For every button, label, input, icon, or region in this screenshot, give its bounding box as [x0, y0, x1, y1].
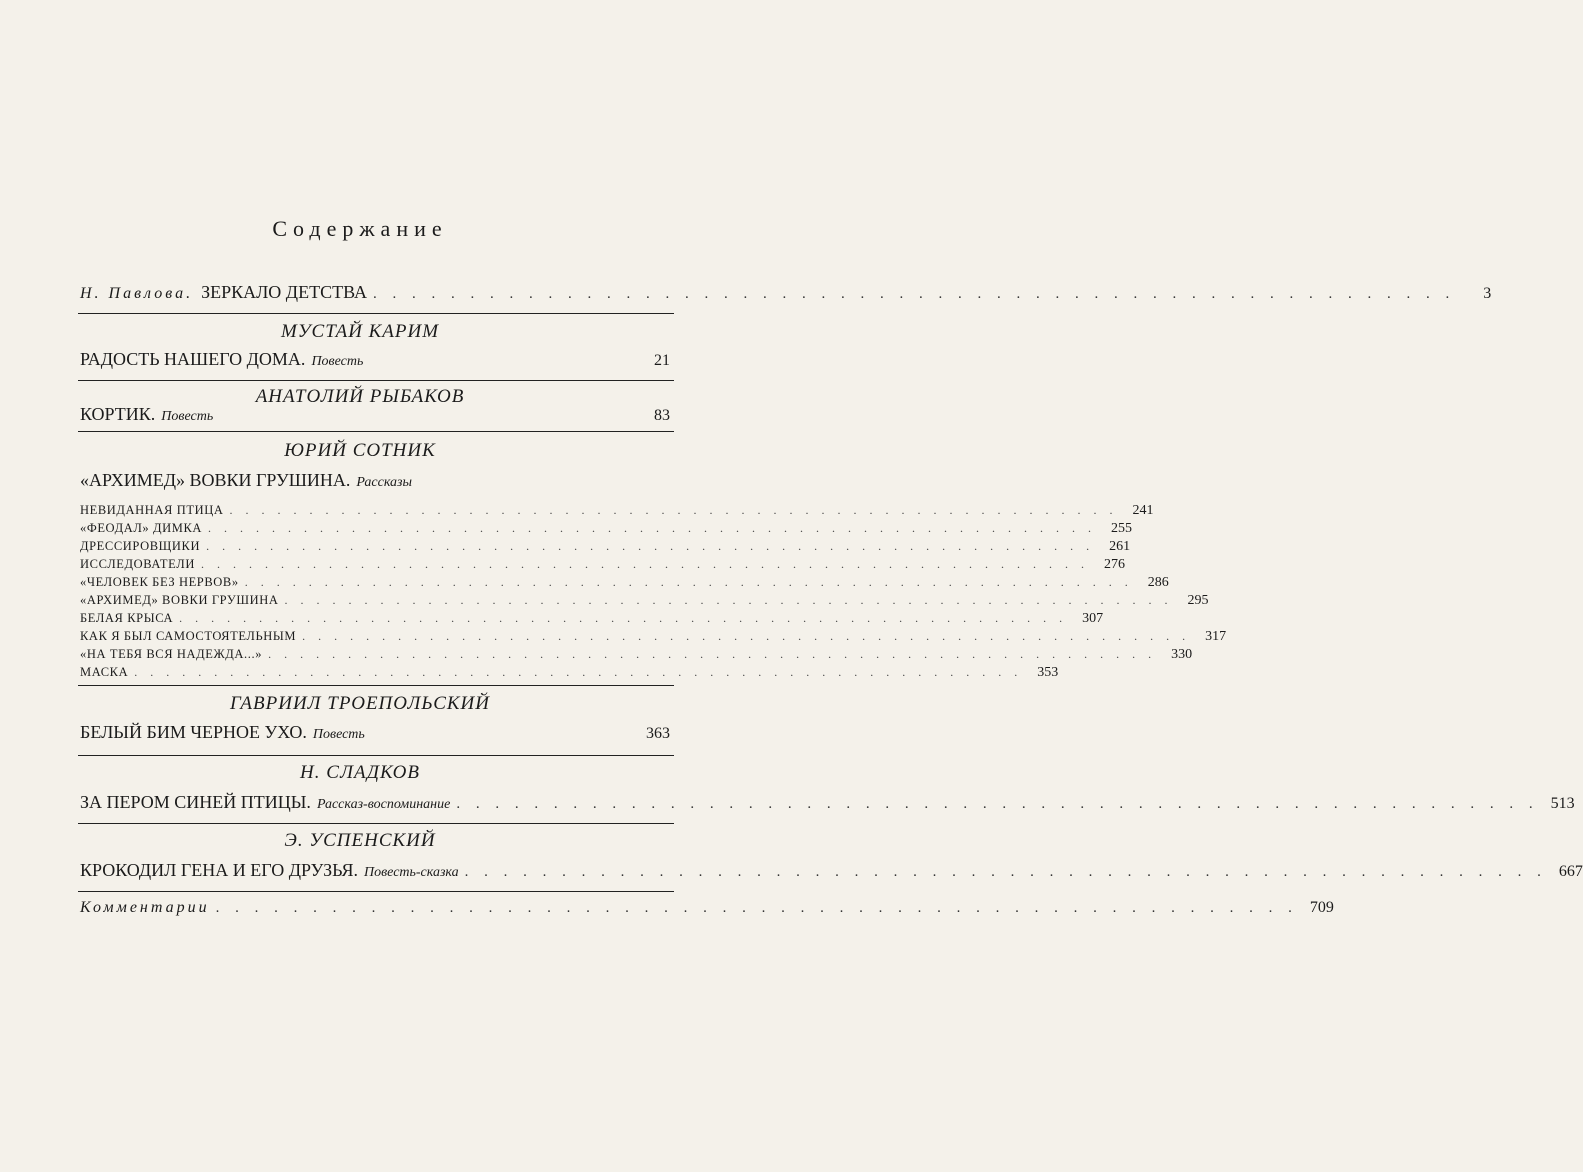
page-number: 83	[654, 407, 670, 424]
leader-dots: . . . . . . . . . . . . . . . . . . . . . . . . . . . . . . . . . . . . . . . . . . . . . . . . . . . . . . . .	[208, 521, 1097, 535]
page-number: 261	[1109, 539, 1131, 554]
divider	[78, 891, 674, 892]
leader-dots: . . . . . . . . . . . . . . . . . . . . . . . . . . . . . . . . . . . . . . . . . . . . . . . . . . . . . . . .	[244, 575, 1133, 589]
leader-dots: . . . . . . . . . . . . . . . . . . . . . . . . . . . . . . . . . . . . . . . . . . . . . . . . . . . . . . . .	[372, 286, 1456, 302]
page-number: 353	[1037, 665, 1059, 680]
divider	[78, 685, 674, 686]
leader-dots: . . . . . . . . . . . . . . . . . . . . . . . . . . . . . . . . . . . . . . . . . . . . . . . . . . . . . . . .	[302, 629, 1191, 643]
divider	[78, 755, 674, 756]
page-number: 317	[1205, 629, 1227, 644]
page-number: 295	[1187, 593, 1209, 608]
entry-genre: Повесть	[312, 727, 365, 742]
page-number: 513	[1550, 795, 1575, 812]
toc-entry-intro[interactable]	[80, 282, 1492, 306]
section-author: Н. СЛАДКОВ	[299, 762, 420, 783]
page-number: 667	[1558, 863, 1583, 880]
divider	[78, 313, 674, 314]
leader-dots: . . . . . . . . . . . . . . . . . . . . . . . . . . . . . . . . . . . . . . . . . . . . . . . . . . . . . . . .	[229, 503, 1118, 517]
story-title: «НА ТЕБЯ ВСЯ НАДЕЖДА...»	[80, 647, 263, 661]
toc-entry[interactable]	[80, 349, 670, 373]
entry-title: РАДОСТЬ НАШЕГО ДОМА.	[80, 349, 306, 369]
page-number: 241	[1132, 503, 1154, 518]
page-number: 21	[654, 352, 670, 369]
entry-title: КРОКОДИЛ ГЕНА И ЕГО ДРУЗЬЯ.	[80, 860, 358, 880]
toc-entry[interactable]	[80, 860, 1583, 884]
story-entry[interactable]	[80, 593, 1209, 611]
entry-genre: Рассказы	[356, 475, 412, 490]
page-number: 276	[1103, 557, 1125, 572]
toc-entry[interactable]	[80, 722, 670, 746]
page-number: 330	[1171, 647, 1193, 662]
leader-dots: . . . . . . . . . . . . . . . . . . . . . . . . . . . . . . . . . . . . . . . . . . . . . . . . . . . . . . . .	[200, 557, 1089, 571]
leader-dots: . . . . . . . . . . . . . . . . . . . . . . . . . . . . . . . . . . . . . . . . . . . . . . . . . . . . . . . .	[464, 864, 1547, 880]
intro-author: Н. Павлова.	[80, 285, 194, 302]
story-entry[interactable]	[80, 647, 1193, 665]
story-entry[interactable]	[80, 575, 1169, 593]
page-number: 307	[1082, 611, 1104, 626]
story-title: НЕВИДАННАЯ ПТИЦА	[80, 503, 224, 517]
story-title: МАСКА	[80, 665, 129, 679]
toc-entry[interactable]	[80, 470, 670, 494]
entry-title: ЗА ПЕРОМ СИНЕЙ ПТИЦЫ.	[80, 792, 311, 812]
story-title: «АРХИМЕД» ВОВКИ ГРУШИНА	[80, 593, 279, 607]
divider	[78, 823, 674, 824]
entry-title: КОРТИК.	[80, 404, 156, 424]
entry-genre: Повесть	[311, 354, 364, 369]
leader-dots: . . . . . . . . . . . . . . . . . . . . . . . . . . . . . . . . . . . . . . . . . . . . . . . . . . . . . . . .	[268, 647, 1157, 661]
entry-title: «АРХИМЕД» ВОВКИ ГРУШИНА.	[80, 470, 351, 490]
page-title: Содержание	[272, 216, 448, 241]
story-title: КАК Я БЫЛ САМОСТОЯТЕЛЬНЫМ	[80, 629, 297, 643]
comments-label: Комментарии	[80, 899, 210, 916]
section-author: ЮРИЙ СОТНИК	[284, 440, 436, 461]
page-number: 709	[1309, 899, 1334, 916]
leader-dots: . . . . . . . . . . . . . . . . . . . . . . . . . . . . . . . . . . . . . . . . . . . . . . . . . . . . . . . .	[206, 539, 1095, 553]
section-author: Э. УСПЕНСКИЙ	[284, 830, 436, 851]
section-author: МУСТАЙ КАРИМ	[280, 321, 440, 342]
story-title: «ЧЕЛОВЕК БЕЗ НЕРВОВ»	[80, 575, 239, 589]
toc-entry[interactable]	[80, 404, 670, 428]
entry-genre: Повесть	[161, 409, 214, 424]
divider	[78, 431, 674, 432]
section-author: АНАТОЛИЙ РЫБАКОВ	[255, 386, 465, 407]
story-title: «ФЕОДАЛ» ДИМКА	[80, 521, 203, 535]
entry-title: БЕЛЫЙ БИМ ЧЕРНОЕ УХО.	[80, 722, 307, 742]
story-entry[interactable]	[80, 521, 1133, 539]
leader-dots: . . . . . . . . . . . . . . . . . . . . . . . . . . . . . . . . . . . . . . . . . . . . . . . . . . . . . . . .	[456, 796, 1539, 812]
page-number: 286	[1147, 575, 1169, 590]
entry-genre: Повесть-сказка	[363, 865, 459, 880]
story-entry[interactable]	[80, 503, 1154, 521]
intro-title: ЗЕРКАЛО ДЕТСТВА	[201, 282, 367, 302]
leader-dots: . . . . . . . . . . . . . . . . . . . . . . . . . . . . . . . . . . . . . . . . . . . . . . . . . . . . . . . .	[134, 665, 1023, 679]
entry-genre: Рассказ-воспоминание	[316, 797, 451, 812]
story-entry[interactable]	[80, 557, 1125, 575]
story-title: ИССЛЕДОВАТЕЛИ	[80, 557, 195, 571]
toc-entry[interactable]	[80, 792, 1575, 816]
divider	[78, 380, 674, 381]
section-author: ГАВРИИЛ ТРОЕПОЛЬСКИЙ	[230, 693, 490, 714]
story-entry[interactable]	[80, 539, 1131, 557]
story-entry[interactable]	[80, 665, 1059, 683]
leader-dots: . . . . . . . . . . . . . . . . . . . . . . . . . . . . . . . . . . . . . . . . . . . . . . . . . . . . . . . .	[284, 593, 1173, 607]
story-entry[interactable]	[80, 611, 1104, 629]
toc-entry-comments[interactable]	[80, 899, 1334, 923]
story-entry[interactable]	[80, 629, 1227, 647]
leader-dots: . . . . . . . . . . . . . . . . . . . . . . . . . . . . . . . . . . . . . . . . . . . . . . . . . . . . . . . .	[179, 611, 1068, 625]
page-number: 255	[1111, 521, 1133, 536]
story-title: ДРЕССИРОВЩИКИ	[80, 539, 201, 553]
page-number: 363	[646, 725, 670, 742]
leader-dots: . . . . . . . . . . . . . . . . . . . . . . . . . . . . . . . . . . . . . . . . . . . . . . . . . . . . . . . .	[215, 900, 1298, 916]
story-title: БЕЛАЯ КРЫСА	[80, 611, 174, 625]
page-number: 3	[1483, 285, 1492, 302]
